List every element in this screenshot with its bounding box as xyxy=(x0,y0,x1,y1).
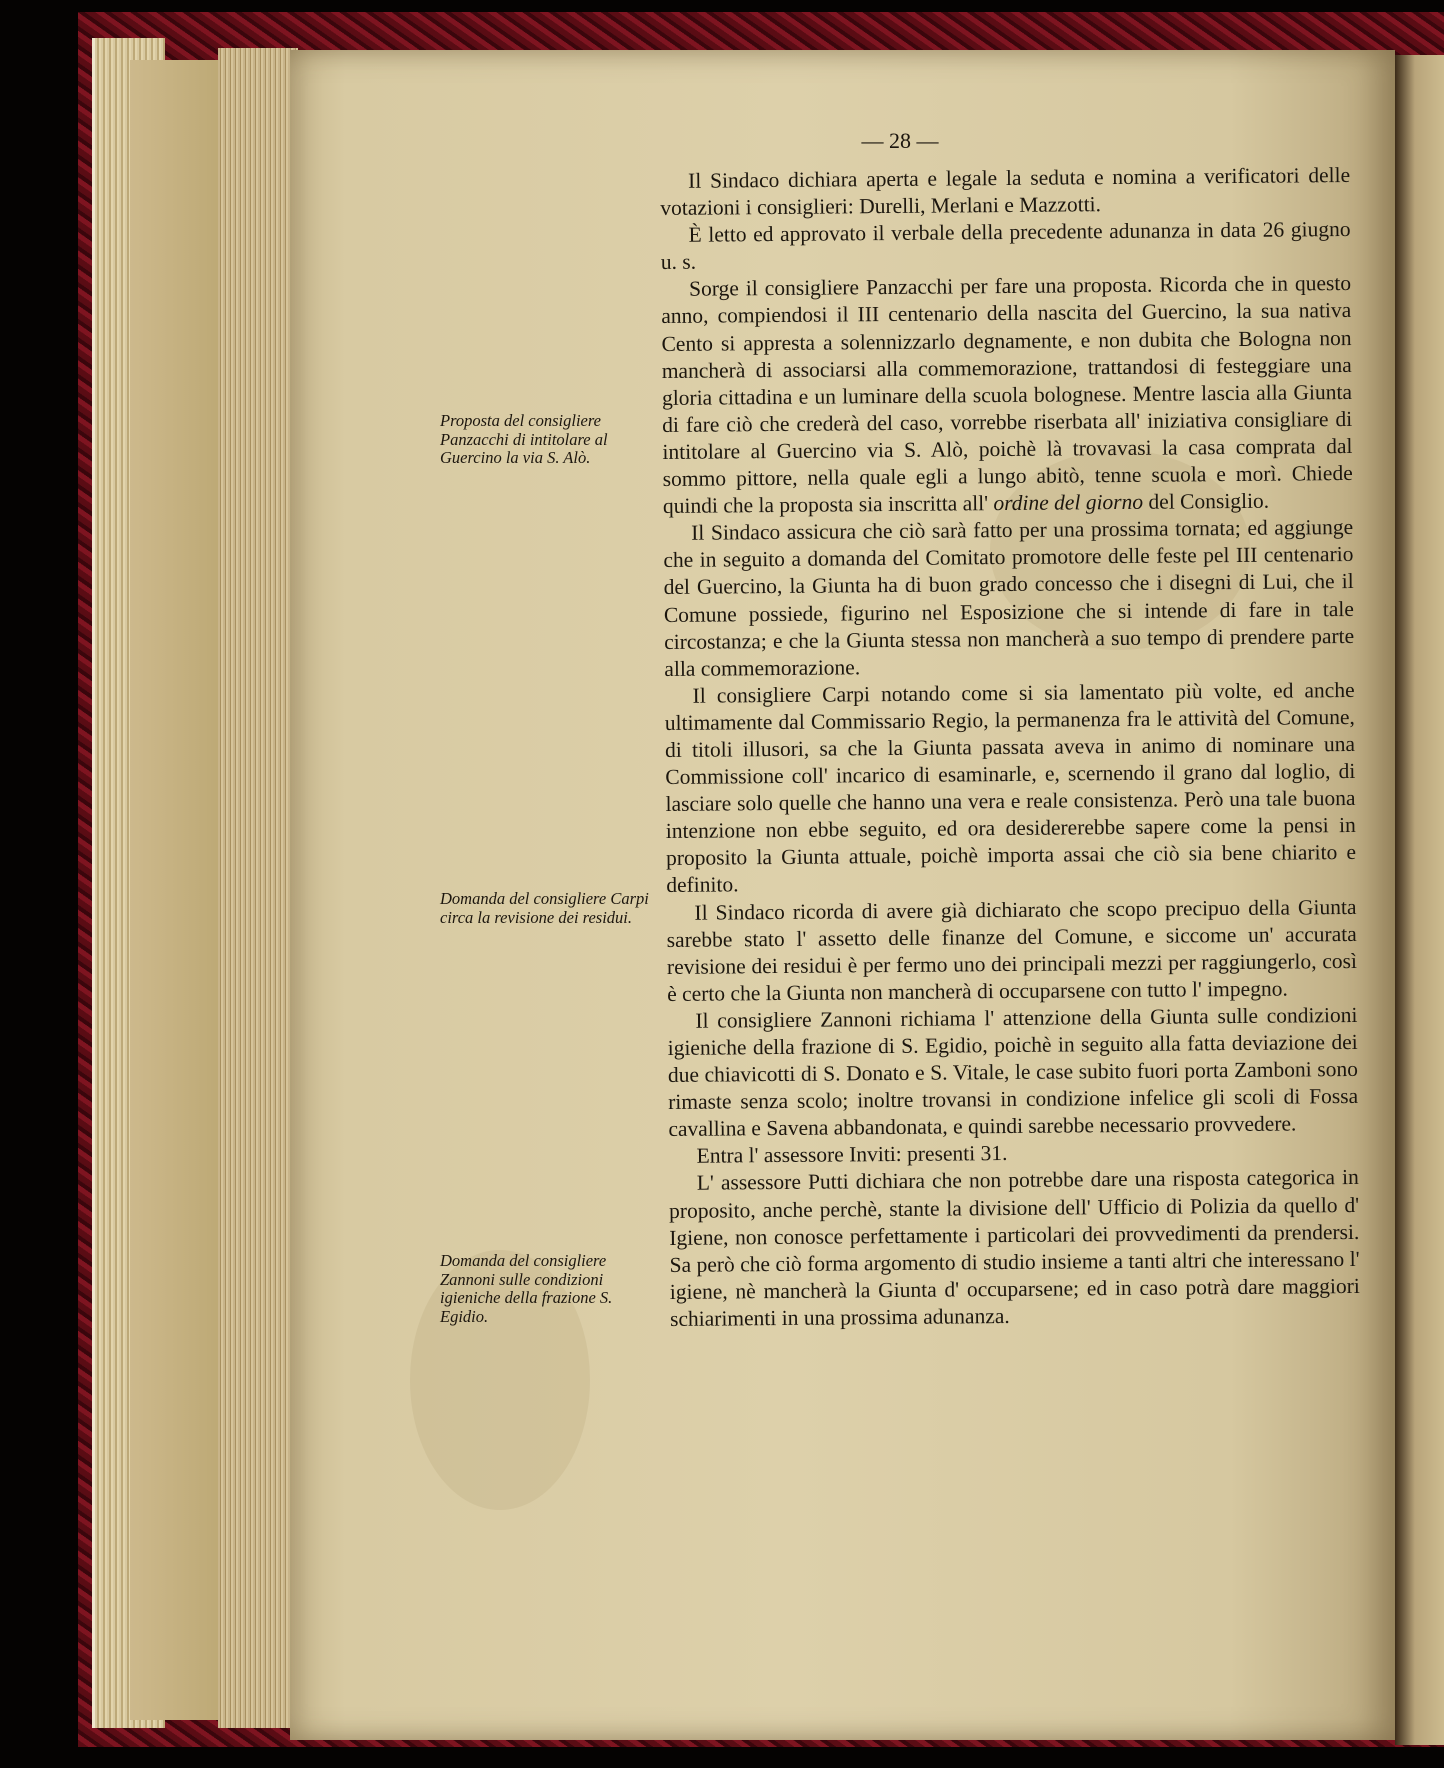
paragraph: Il Sindaco ricorda di avere già dichiarato che scopo precipuo della Giunta sarebbe stato l' assetto delle finanze del Comune, e siccome un' accurata revisione dei residui è per fermo uno dei principali mezzi per raggiungerlo, così è certo che la Giunta non mancherà di occuparsene con tutto l' impegno. xyxy=(666,894,1358,1006)
emphasis-text: ordine del giorno xyxy=(993,489,1144,516)
paragraph: Il Sindaco assicura che ciò sarà fatto per una prossima tornata; ed aggiunge che in seguito a domanda del Comitato promotore delle feste pel III centenario del Guercino, la Giunta ha di buon grado concesso che i disegni di Lui, che il Comune possiede, figurino nel Esposizione che si intende di fare in tale circostanza; e che la Giunta stessa non mancherà a suo tempo di prendere parte alla commemorazione. xyxy=(663,515,1355,681)
page-stack-edge-inner xyxy=(218,48,298,1728)
paragraph-text: Sorge il consigliere Panzacchi per fare una proposta. Ricorda che in questo anno, compiendosi il III centenario della nascita del Guercino, la sua nativa Cento si appresta a solennizzarlo degnamente, e non dubita che Bologna non mancherà di associarsi alla commemorazione, trattandosi di festeggiare una gloria cittadina e un luminare della scuola bolognese. Mentre lascia alla Giunta di fare ciò che crederà del caso, vorrebbe riserbata all' iniziativa consigliare di intitolare al Guercino via S. Alò, poichè là trovavasi la casa comprata dal sommo pittore, nella quale egli a lungo abitò, tenne scuola e morì. Chiede quindi che la proposta sia inscritta all' xyxy=(661,271,1353,519)
margin-note: Proposta del consigliere Panzacchi di intitolare al Guercino la via S. Alò. xyxy=(440,411,608,467)
paragraph: È letto ed approvato il verbale della precedente adunanza in data 26 giugno u. s. xyxy=(660,217,1351,275)
paragraph: L' assessore Putti dichiara che non potrebbe dare una risposta categorica in proposito, anche perchè, stante la divisione dell' Ufficio di Polizia da quello d' Igiene, non conosce perfettamente i particolari dei provvedimenti da prendersi. Sa però che ciò forma argomento di studio insieme a tanti altri che interessano l' igiene, nè mancherà la Giunta d' occuparsene; ed in caso potrà dare maggiori schiarimenti in una prossima adunanza. xyxy=(668,1165,1360,1331)
paragraph: Il consigliere Carpi notando come si sia lamentato più volte, ed anche ultimamente dal Commissario Regio, la permanenza fra le attività del Comune, di titoli illusori, sa che la Giunta passata aveva in animo di nominare una Commissione coll' incarico di esaminarle, e, scernendo il grano dal loglio, di lasciare solo quelle che hanno una vera e reale consistenza. Però una tale buona intenzione non ebbe seguito, ed ora desidererebbe sapere come la pensi in proposito la Giunta attuale, poichè importa assai che ciò sia bene chiarito e definito. xyxy=(664,677,1357,898)
paragraph: Entra l' assessore Inviti: presenti 31. xyxy=(696,1141,1008,1169)
margin-note: Domanda del consigliere Zannoni sulle condizioni igieniche della frazione S. Egidio. xyxy=(440,1251,613,1326)
paragraph: Il consigliere Zannoni richiama l' attenzione della Giunta sulle condizioni igieniche della frazione di S. Egidio, poichè in seguito alla fatta deviazione dei due chiavicotti di S. Donato e S. Vitale, le case subito fuori porta Zamboni sono rimaste senza scolo; inoltre trovansi in condizione infelice gli scoli di Fossa cavallina e Savena abbandonata, e quindi sarebbe necessario provvedere. xyxy=(667,1002,1359,1142)
paragraph xyxy=(661,270,1353,520)
body-text xyxy=(660,162,1360,1333)
page-number: — 28 — xyxy=(861,128,939,153)
paragraph: Il Sindaco dichiara aperta e legale la seduta e nomina a verificatori delle votazioni i consiglieri: Durelli, Merlani e Mazzotti. xyxy=(660,162,1351,221)
margin-note: Domanda del consigliere Carpi circa la revisione dei residui. xyxy=(440,889,649,927)
facing-page-edge xyxy=(1395,55,1444,1745)
paragraph-text: del Consiglio. xyxy=(1142,488,1270,514)
